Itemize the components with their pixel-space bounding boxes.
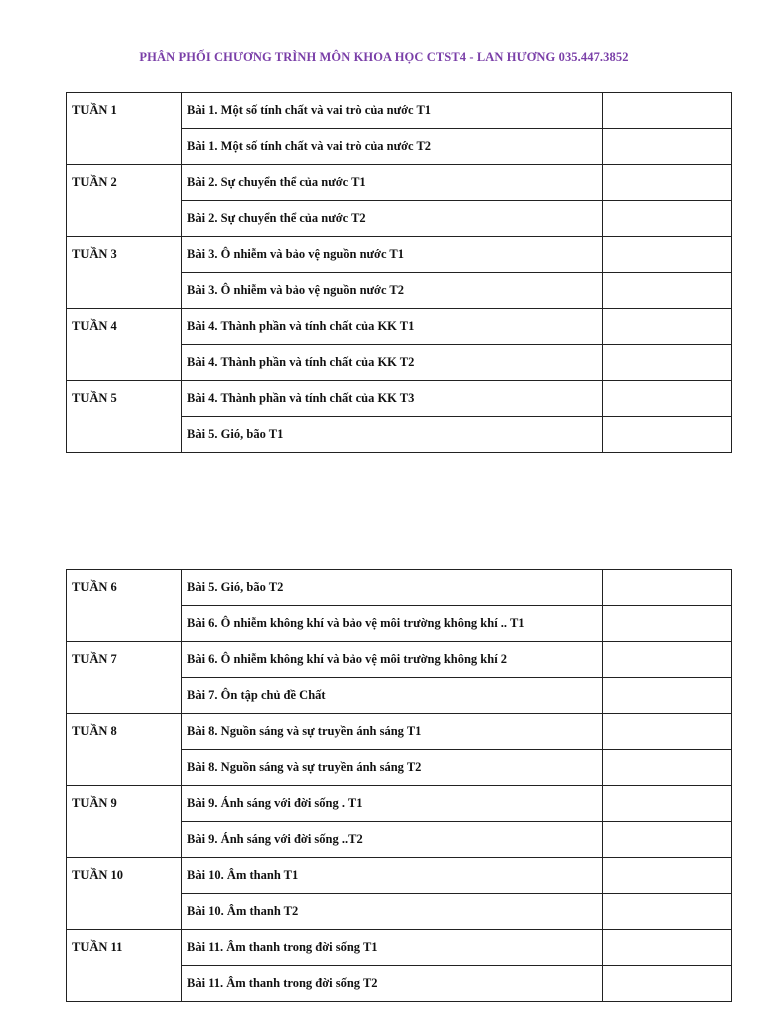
lesson-cell: Bài 1. Một số tính chất và vai trò của nước T1 xyxy=(182,93,603,129)
notes-cell xyxy=(603,822,732,858)
week-cell: TUẦN 9 xyxy=(67,786,182,858)
table-row xyxy=(67,237,732,273)
table-row xyxy=(67,714,732,750)
table-row xyxy=(67,309,732,345)
table-row xyxy=(67,165,732,201)
notes-cell xyxy=(603,237,732,273)
notes-cell xyxy=(603,642,732,678)
lesson-cell: Bài 7. Ôn tập chủ đề Chất xyxy=(182,678,603,714)
table-row xyxy=(67,642,732,678)
lesson-cell: Bài 5. Gió, bão T2 xyxy=(182,570,603,606)
lesson-cell: Bài 11. Âm thanh trong đời sống T2 xyxy=(182,966,603,1002)
table-row xyxy=(67,858,732,894)
notes-cell xyxy=(603,606,732,642)
week-cell: TUẦN 10 xyxy=(67,858,182,930)
notes-cell xyxy=(603,894,732,930)
table-row xyxy=(67,93,732,129)
notes-cell xyxy=(603,93,732,129)
table-row xyxy=(67,786,732,822)
notes-cell xyxy=(603,966,732,1002)
lesson-cell: Bài 4. Thành phần và tính chất của KK T3 xyxy=(182,381,603,417)
lesson-cell: Bài 6. Ô nhiễm không khí và bảo vệ môi trường không khí .. T1 xyxy=(182,606,603,642)
lesson-cell: Bài 8. Nguồn sáng và sự truyền ánh sáng T1 xyxy=(182,714,603,750)
notes-cell xyxy=(603,309,732,345)
lesson-cell: Bài 8. Nguồn sáng và sự truyền ánh sáng T2 xyxy=(182,750,603,786)
lesson-cell: Bài 4. Thành phần và tính chất của KK T2 xyxy=(182,345,603,381)
week-cell: TUẦN 7 xyxy=(67,642,182,714)
week-cell: TUẦN 6 xyxy=(67,570,182,642)
week-cell: TUẦN 11 xyxy=(67,930,182,1002)
week-cell: TUẦN 1 xyxy=(67,93,182,165)
lesson-cell: Bài 1. Một số tính chất và vai trò của nước T2 xyxy=(182,129,603,165)
notes-cell xyxy=(603,381,732,417)
week-cell: TUẦN 2 xyxy=(67,165,182,237)
notes-cell xyxy=(603,345,732,381)
week-cell: TUẦN 3 xyxy=(67,237,182,309)
page-title: PHÂN PHỐI CHƯƠNG TRÌNH MÔN KHOA HỌC CTST4 - LAN HƯƠNG 035.447.3852 xyxy=(139,50,629,64)
notes-cell xyxy=(603,273,732,309)
lesson-cell: Bài 11. Âm thanh trong đời sống T1 xyxy=(182,930,603,966)
lesson-cell: Bài 3. Ô nhiễm và bảo vệ nguồn nước T2 xyxy=(182,273,603,309)
notes-cell xyxy=(603,786,732,822)
lesson-cell: Bài 2. Sự chuyển thể của nước T2 xyxy=(182,201,603,237)
notes-cell xyxy=(603,570,732,606)
table-row xyxy=(67,930,732,966)
lesson-cell: Bài 9. Ánh sáng với đời sống . T1 xyxy=(182,786,603,822)
lesson-cell: Bài 5. Gió, bão T1 xyxy=(182,417,603,453)
notes-cell xyxy=(603,417,732,453)
lesson-cell: Bài 9. Ánh sáng với đời sống ..T2 xyxy=(182,822,603,858)
table-row xyxy=(67,570,732,606)
schedule-table-1 xyxy=(66,92,732,453)
lesson-cell: Bài 3. Ô nhiễm và bảo vệ nguồn nước T1 xyxy=(182,237,603,273)
lesson-cell: Bài 10. Âm thanh T1 xyxy=(182,858,603,894)
notes-cell xyxy=(603,165,732,201)
notes-cell xyxy=(603,930,732,966)
table-row xyxy=(67,381,732,417)
week-cell: TUẦN 4 xyxy=(67,309,182,381)
lesson-cell: Bài 10. Âm thanh T2 xyxy=(182,894,603,930)
lesson-cell: Bài 2. Sự chuyển thể của nước T1 xyxy=(182,165,603,201)
notes-cell xyxy=(603,858,732,894)
notes-cell xyxy=(603,714,732,750)
schedule-table-2 xyxy=(66,569,732,1002)
notes-cell xyxy=(603,129,732,165)
lesson-cell: Bài 4. Thành phần và tính chất của KK T1 xyxy=(182,309,603,345)
notes-cell xyxy=(603,750,732,786)
week-cell: TUẦN 5 xyxy=(67,381,182,453)
notes-cell xyxy=(603,201,732,237)
lesson-cell: Bài 6. Ô nhiễm không khí và bảo vệ môi trường không khí 2 xyxy=(182,642,603,678)
notes-cell xyxy=(603,678,732,714)
week-cell: TUẦN 8 xyxy=(67,714,182,786)
